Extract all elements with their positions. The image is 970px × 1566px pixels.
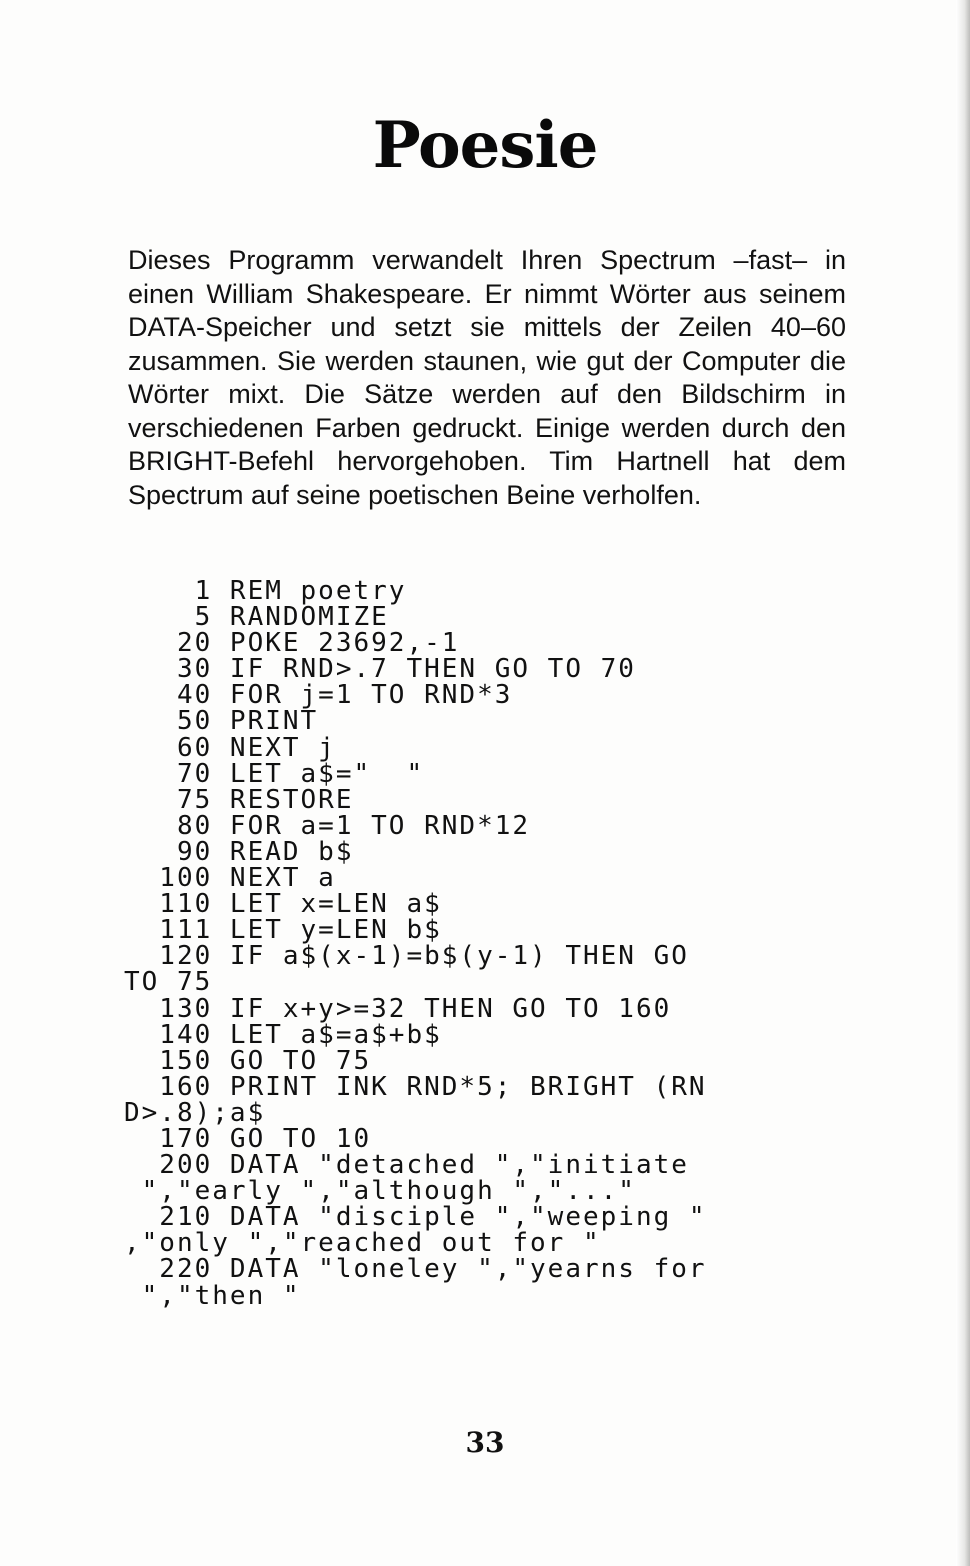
code-line: 1 REM poetry [124,576,407,606]
intro-paragraph: Dieses Programm verwandelt Ihren Spectrum –fast– in einen William Shakespeare. Er nimmt Wörter aus seinem DATA-Speicher und setzt sie mittels der Zeilen 40–60 zusammen. Sie werden staunen, wie gut der Computer die Wörter mixt. Die Sätze werden auf den Bildschirm in verschiedenen Farben gedruckt. Einige werden durch den BRIGHT-Befehl hervorgehoben. Tim Hartnell hat dem Spectrum auf seine poetischen Beine verholfen. [128,245,846,510]
code-line: 170 GO TO 10 [124,1123,372,1154]
code-line: 50 PRINT [124,706,319,737]
code-line: 40 FOR j=1 TO RND*3 [124,680,513,711]
code-line: 20 POKE 23692,-1 [124,628,460,659]
code-line: 100 NEXT a [124,863,336,894]
code-line: 160 PRINT INK RND*5; BRIGHT (RN [124,1071,707,1102]
page-edge-shadow [956,0,970,1566]
code-line: 75 RESTORE [124,784,354,815]
code-line: 90 READ b$ [124,836,354,867]
code-line: 60 NEXT j [124,732,336,763]
code-line: 111 LET y=LEN b$ [124,915,442,946]
basic-code-listing [124,578,824,1309]
code-line: 220 DATA "loneley ","yearns for [124,1254,707,1285]
code-line: 5 RANDOMIZE [124,602,389,633]
code-line: 210 DATA "disciple ","weeping " [124,1202,707,1233]
code-line: 30 IF RND>.7 THEN GO TO 70 [124,654,636,685]
code-line: 150 GO TO 75 [124,1045,372,1076]
code-line: 130 IF x+y>=32 THEN GO TO 160 [124,993,672,1024]
code-line: 140 LET a$=a$+b$ [124,1019,442,1050]
page-title: Poesie [372,108,598,183]
code-line: D>.8);a$ [124,1097,266,1128]
code-line: 80 FOR a=1 TO RND*12 [124,810,531,841]
code-line: ","then " [124,1280,301,1311]
code-line: 110 LET x=LEN a$ [124,889,442,920]
code-line: 200 DATA "detached ","initiate [124,1150,689,1181]
code-line: 70 LET a$=" " [124,758,425,789]
code-line: ","early ","although ","..." [124,1176,636,1207]
code-line: TO 75 [124,967,213,998]
page-number: 33 [465,1426,505,1459]
code-line: 120 IF a$(x-1)=b$(y-1) THEN GO [124,941,689,972]
code-line: ,"only ","reached out for " [124,1228,601,1259]
